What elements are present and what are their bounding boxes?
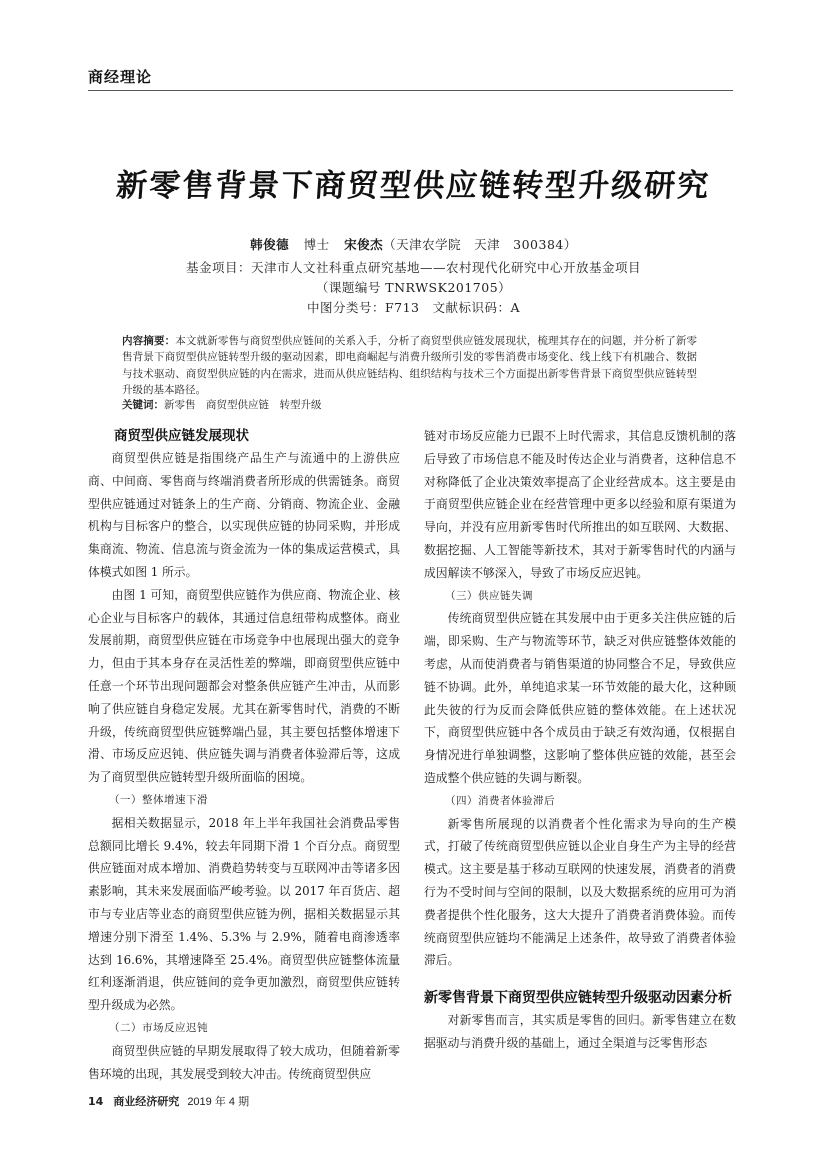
paragraph: 链对市场反应能力已跟不上时代需求，其信息反馈机制的落后导致了市场信息不能及时传达企业与消费者，这种信息不对称降低了企业决策效率提高了企业经营成本。这主要是由于商贸型供应链企业在经营管理中更多以经验和原有渠道为导向，并没有应用新零售时代所推出的如互联网、大数据、数据挖掘、人工智能等新技术，其对于新零售时代的内涵与成因解读不够深入，导致了市场反应迟钝。 [424,429,736,580]
subsection-heading: （二）市场反应迟钝 [109,1021,208,1034]
abstract-text: 本文就新零售与商贸型供应链间的关系入手，分析了商贸型供应链发展现状，梳理其存在的问题，并分析了新零售背景下商贸型供应链转型升级的驱动因素，即电商崛起与消费升级所引发的零售消费市场变化、线上线下有机融合、数据与技术驱动、商贸型供应链的内在需求，进而从供应链结构、组织结构与技术三个方面提出新零售背景下商贸型供应链转型升级的基本路径。 [122,335,698,396]
subsection-heading: （四）消费者体验滞后 [445,794,555,807]
section-label: 商经理论 [88,68,153,86]
paragraph: 由图 1 可知，商贸型供应链作为供应商、物流企业、核心企业与目标客户的载体，其通过信息纽带构成整体。商业发展前期，商贸型供应链在市场竞争中也展现出强大的竞争力，但由于其本身存在灵活性差的弊端，即商贸型供应链中任意一个环节出现问题都会对整条供应链产生冲击，从而影响了供应链自身稳定发展。尤其在新零售时代，消费的不断升级，传统商贸型供应链弊端凸显，其主要包括整体增速下滑、市场反应迟钝、供应链失调与消费者体验滞后等，这成为了商贸型供应链转型升级所面临的困境。 [88,587,400,785]
journal-name: 商业经济研究 [113,1095,180,1108]
author-name-2: 宋俊杰 [344,237,384,252]
page-footer [88,1093,249,1109]
subsection-heading: （一）整体增速下滑 [109,793,208,806]
section-heading: 商贸型供应链发展现状 [114,428,249,444]
keywords [122,397,322,412]
fund-line: 基金项目：天津市人文社科重点研究基地——农村现代化研究中心开放基金项目 [185,260,641,275]
header-rule [88,90,733,91]
paragraph: 新零售所展现的以消费者个性化需求为导向的生产模式，打破了传统商贸型供应链以企业自身生产为主导的经营模式。这主要是基于移动互联网的快速发展，消费者的消费行为不受时间与空间的限制，以及大数据系统的应用可为消费者提供个性化服务，这大大提升了消费者消费体验。而传统商贸型供应链均不能满足上述条件，故导致了消费者体验滞后。 [424,816,736,968]
right-column [424,425,736,1055]
journal-issue: 2019 年 4 期 [187,1096,250,1108]
keywords-text: 新零售 商贸型供应链 转型升级 [164,399,322,411]
paragraph: 传统商贸型供应链在其发展中由于更多关注供应链的后端，即采购、生产与物流等环节，缺乏对供应链整体效能的考虑，从而使消费者与销售渠道的协同整合不足，导致供应链不协调。此外，单纯追求某一环节效能的最大化，这种顾此失彼的行为反而会降低供应链的整体效能。在上述状况下，商贸型供应链中各个成员由于缺乏有效沟通，仅根据自身情况进行单独调整，这影响了整体供应链的效能，甚至会造成整个供应链的失调与断裂。 [424,611,736,785]
author-name-1: 韩俊德 [250,237,290,252]
article-title: 新零售背景下商贸型供应链转型升级研究 [114,168,712,204]
paragraph: 对新零售而言，其实质是零售的回归。新零售建立在数据驱动与消费升级的基础上，通过全渠道与泛零售形态 [424,1013,736,1050]
fund-code: （课题编号 TNRWSK201705） [315,280,512,295]
subsection-heading: （三）供应链失调 [445,589,533,602]
paragraph: 商贸型供应链的早期发展取得了较大成功，但随着新零售环境的出现，其发展受到较大冲击。传统商贸型供应 [88,1043,400,1081]
author-line [80,235,747,253]
paragraph: 据相关数据显示，2018 年上半年我国社会消费品零售总额同比增长 9.4%，较去年同期下滑 1 个百分点。商贸型供应链面对成本增加、消费趋势转变与互联网冲击等诸多因素影响，其未来发展面临严峻考验。以 2017 年百货店、超市与专业店等业态的商贸型供应链为例，据相关数据显示其增速分别下滑至 1.4%、5.3% 与 2.9%，随着电商渗透率达到 16.6%，其增速降至 25.4%。商贸型供应链整体流量红利逐渐消退，供应链间的竞争更加激烈，商贸型供应链转型升级成为必然。 [88,815,400,1013]
paragraph: 商贸型供应链是指围绕产品生产与流通中的上游供应商、中间商、零售商与终端消费者所形成的供需链条。商贸型供应链通过对链条上的生产商、分销商、物流企业、金融机构与目标客户的整合，以实现供应链的协同采购，并形成集商流、物流、信息流与资金流为一体的集成运营模式，具体模式如图 1 所示。 [88,451,400,579]
section-heading: 新零售背景下商贸型供应链转型升级驱动因素分析 [424,990,732,1007]
author-affiliation: （天津农学院 天津 300384） [383,237,577,252]
author-degree: 博士 [303,237,330,252]
page-number: 14 [88,1095,104,1108]
left-column [88,425,400,1085]
abstract-label: 内容摘要： [122,335,176,347]
abstract [122,333,697,398]
keywords-label: 关键词： [122,399,164,411]
classification-line: 中图分类号：F713 文献标识码：A [306,300,521,315]
